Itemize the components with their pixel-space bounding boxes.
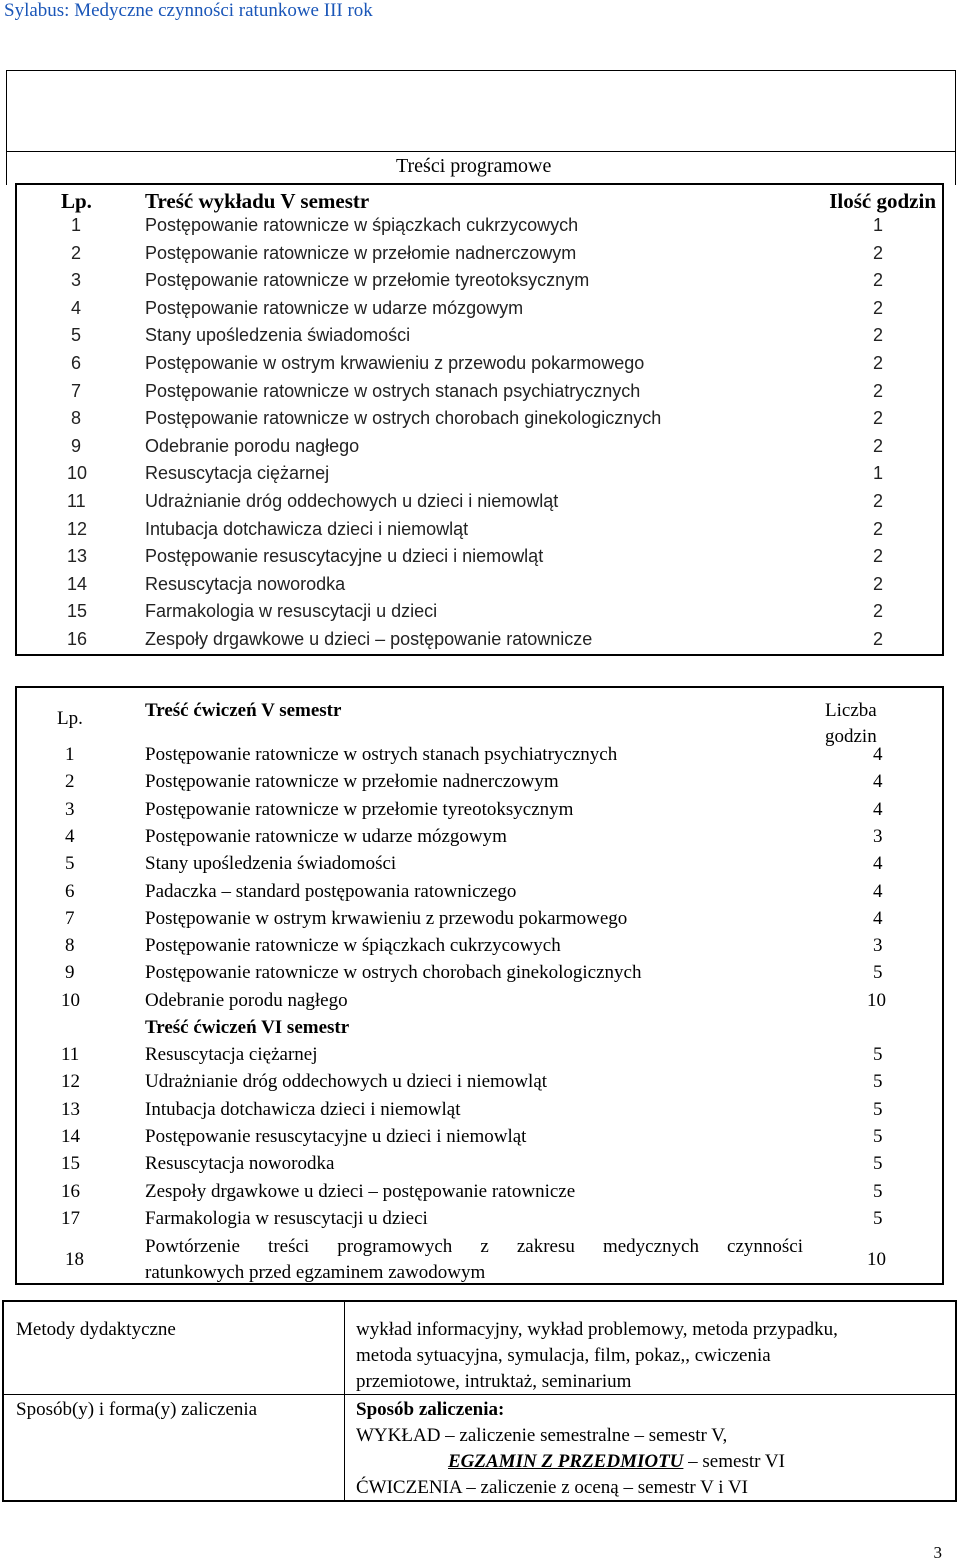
row-hours: 2 <box>873 490 884 511</box>
row-hours: 5 <box>873 1071 883 1093</box>
row-topic: Postępowanie w ostrym krwawieniu z przewodu pokarmowego <box>145 352 645 373</box>
table-row <box>17 240 942 268</box>
row-topic: Resuscytacja noworodka <box>145 1153 335 1175</box>
table-row <box>17 378 942 406</box>
row-number: 11 <box>61 1044 80 1065</box>
methods-value-line-2: metoda sytuacyjna, symulacja, film, pokaz,, cwiczenia <box>356 1345 771 1366</box>
lecture-hours-header: Ilość godzin <box>829 189 936 213</box>
row-number: 4 <box>71 297 82 318</box>
row-number: 1 <box>65 744 75 765</box>
row-number: 6 <box>65 880 75 902</box>
row-topic: Postępowanie ratownicze w przełomie tyreotoksycznym <box>145 270 590 291</box>
row-hours: 2 <box>873 352 884 373</box>
row-topic: Resuscytacja ciężarnej <box>145 1044 318 1065</box>
row-number: 10 <box>67 463 88 484</box>
lecture-rows <box>17 212 942 654</box>
row-topic: Intubacja dotchawicza dzieci i niemowląt <box>145 1098 461 1120</box>
row-number: 5 <box>65 853 75 875</box>
row-hours: 2 <box>873 601 884 622</box>
row-topic: Odebranie porodu nagłego <box>145 989 348 1011</box>
lecture-table-header <box>17 185 942 212</box>
row-topic: Postępowanie ratownicze w śpiączkach cukrzycowych <box>145 215 579 235</box>
row-hours: 1 <box>873 215 884 235</box>
row-topic: Intubacja dotchawicza dzieci i niemowląt <box>145 518 469 539</box>
assessment-label: Sposób(y) i forma(y) zaliczenia <box>16 1399 258 1420</box>
row-topic: Postępowanie ratownicze w ostrych stanach psychiatrycznych <box>145 380 641 401</box>
table-row <box>17 571 942 599</box>
table-row <box>17 460 942 488</box>
row-number: 3 <box>71 270 82 291</box>
table-row <box>17 405 942 433</box>
row-number: 12 <box>67 518 88 539</box>
row-number: 2 <box>71 242 82 263</box>
row-hours: 2 <box>873 380 884 401</box>
assessment-line-2 <box>356 1449 946 1475</box>
row-topic: Postępowanie ratownicze w przełomie nadnerczowym <box>145 242 577 263</box>
row-topic: Resuscytacja ciężarnej <box>145 463 330 484</box>
table-row <box>17 212 942 240</box>
table-row <box>17 267 942 295</box>
row-topic: Udrażnianie dróg oddechowych u dzieci i niemowląt <box>145 490 559 511</box>
row-topic: Postępowanie ratownicze w śpiączkach cukrzycowych <box>145 935 561 957</box>
row-number: 9 <box>71 435 82 456</box>
row-number: 17 <box>61 1207 80 1229</box>
exercise-hours-header-1: Liczba <box>825 700 877 721</box>
row-number: 6 <box>71 352 82 373</box>
row-topic: Resuscytacja noworodka <box>145 573 346 594</box>
table-row <box>17 488 942 516</box>
exercise-last-text-1: Powtórzenie treści programowych z zakresu medycznych czynności <box>145 1236 803 1257</box>
row-topic: Padaczka – standard postępowania ratowniczego <box>145 880 517 902</box>
table-row <box>17 295 942 323</box>
row-number: 7 <box>65 907 75 929</box>
row-topic: Postępowanie ratownicze w ostrych chorobach ginekologicznych <box>145 408 662 429</box>
methods-divider <box>344 1302 345 1500</box>
row-number: 16 <box>61 1180 80 1202</box>
row-topic: Postępowanie ratownicze w ostrych stanach psychiatrycznych <box>145 744 618 765</box>
lecture-lp-header: Lp. <box>61 189 92 213</box>
exercise-sem6-header: Treść ćwiczeń VI semestr <box>145 1017 350 1038</box>
row-topic: Postępowanie resuscytacyjne u dzieci i niemowląt <box>145 546 544 567</box>
page-number: 3 <box>933 1543 942 1562</box>
lecture-title-header: Treść wykładu V semestr <box>145 189 370 213</box>
table-row <box>17 516 942 544</box>
table-row <box>17 543 942 571</box>
exercise-table <box>15 686 944 1285</box>
row-topic: Stany upośledzenia świadomości <box>145 853 397 875</box>
table-row <box>17 350 942 378</box>
row-hours: 2 <box>873 242 884 263</box>
assessment-line-3: ĆWICZENIA – zaliczenie z oceną – semestr V i VI <box>356 1477 749 1498</box>
lecture-table <box>15 183 944 656</box>
table-row <box>17 598 942 626</box>
row-hours: 4 <box>873 853 883 875</box>
row-topic: Postępowanie ratownicze w udarze mózgowym <box>145 825 507 847</box>
row-number: 10 <box>61 989 80 1011</box>
row-hours: 5 <box>873 962 883 984</box>
methods-value-line-1: wykład informacyjny, wykład problemowy, metoda przypadku, <box>356 1319 838 1340</box>
assessment-value <box>356 1397 946 1501</box>
row-hours: 4 <box>873 880 883 902</box>
exercise-last-text-2: ratunkowych przed egzaminem zawodowym <box>145 1262 486 1283</box>
row-number: 3 <box>65 798 75 820</box>
row-number: 5 <box>71 325 82 346</box>
row-number: 11 <box>67 490 86 511</box>
row-number: 1 <box>71 215 82 235</box>
row-number: 9 <box>65 962 75 984</box>
row-number: 12 <box>61 1071 80 1093</box>
row-hours: 10 <box>867 989 886 1011</box>
row-hours: 2 <box>873 325 884 346</box>
row-hours: 5 <box>873 1098 883 1120</box>
row-topic: Farmakologia w resuscytacji u dzieci <box>145 601 438 622</box>
methods-table <box>2 1300 957 1502</box>
assessment-exam: EGZAMIN Z PRZEDMIOTU <box>448 1451 684 1472</box>
tresci-programowe-label: Treści programowe <box>396 155 552 177</box>
row-number: 16 <box>67 628 88 649</box>
tresci-programowe-row <box>6 151 956 183</box>
row-hours: 4 <box>873 771 883 793</box>
row-hours: 3 <box>873 825 883 847</box>
methods-label: Metody dydaktyczne <box>16 1319 176 1340</box>
row-number: 8 <box>65 935 75 957</box>
row-topic: Postępowanie ratownicze w przełomie nadnerczowym <box>145 771 559 793</box>
row-hours: 4 <box>873 744 883 765</box>
row-hours: 4 <box>873 798 883 820</box>
exercise-last-number: 18 <box>65 1249 84 1270</box>
row-topic: Odebranie porodu nagłego <box>145 435 360 456</box>
row-topic: Zespoły drgawkowe u dzieci – postępowanie ratownicze <box>145 628 593 649</box>
row-topic: Postępowanie ratownicze w przełomie tyreotoksycznym <box>145 798 574 820</box>
row-hours: 2 <box>873 297 884 318</box>
row-hours: 5 <box>873 1207 883 1229</box>
row-hours: 2 <box>873 435 884 456</box>
exercise-last-hours: 10 <box>867 1249 886 1270</box>
page-header: Sylabus: Medyczne czynności ratunkowe III rok <box>4 0 373 21</box>
row-number: 4 <box>65 825 75 847</box>
row-hours: 2 <box>873 546 884 567</box>
row-hours: 4 <box>873 907 883 929</box>
row-hours: 2 <box>873 408 884 429</box>
table-row <box>17 626 942 654</box>
row-topic: Stany upośledzenia świadomości <box>145 325 411 346</box>
row-hours: 5 <box>873 1153 883 1175</box>
row-hours: 3 <box>873 935 883 957</box>
row-topic: Postępowanie ratownicze w udarze mózgowym <box>145 297 524 318</box>
exercise-lp-header: Lp. <box>57 708 83 729</box>
row-number: 8 <box>71 408 82 429</box>
table-row <box>17 433 942 461</box>
row-number: 13 <box>61 1098 80 1120</box>
assessment-heading: Sposób zaliczenia: <box>356 1399 505 1420</box>
row-topic: Farmakologia w resuscytacji u dzieci <box>145 1207 428 1229</box>
exercise-hours-header-2: godzin <box>825 726 877 747</box>
row-hours: 5 <box>873 1180 883 1202</box>
row-number: 14 <box>67 573 88 594</box>
assessment-line-1: WYKŁAD – zaliczenie semestralne – semestr V, <box>356 1425 728 1446</box>
row-hours: 2 <box>873 628 884 649</box>
row-number: 7 <box>71 380 82 401</box>
row-number: 2 <box>65 771 75 793</box>
row-hours: 2 <box>873 270 884 291</box>
row-topic: Postępowanie ratownicze w ostrych chorobach ginekologicznych <box>145 962 642 984</box>
row-number: 14 <box>61 1125 80 1147</box>
methods-value <box>356 1317 946 1395</box>
row-hours: 2 <box>873 518 884 539</box>
row-hours: 5 <box>873 1125 883 1147</box>
row-topic: Postępowanie w ostrym krwawieniu z przewodu pokarmowego <box>145 907 628 929</box>
methods-value-line-3: przemiotowe, intruktaż, seminarium <box>356 1371 632 1392</box>
row-number: 15 <box>61 1153 80 1175</box>
row-topic: Postępowanie resuscytacyjne u dzieci i niemowląt <box>145 1125 527 1147</box>
row-number: 13 <box>67 546 88 567</box>
row-topic: Udrażnianie dróg oddechowych u dzieci i niemowląt <box>145 1071 548 1093</box>
assessment-exam-rest: – semestr VI <box>683 1451 785 1472</box>
table-row <box>17 322 942 350</box>
row-hours: 1 <box>873 463 884 484</box>
row-topic: Zespoły drgawkowe u dzieci – postępowanie ratownicze <box>145 1180 576 1202</box>
row-hours: 2 <box>873 573 884 594</box>
exercise-title-header: Treść ćwiczeń V semestr <box>145 700 342 721</box>
row-hours: 5 <box>873 1044 883 1065</box>
row-number: 15 <box>67 601 88 622</box>
